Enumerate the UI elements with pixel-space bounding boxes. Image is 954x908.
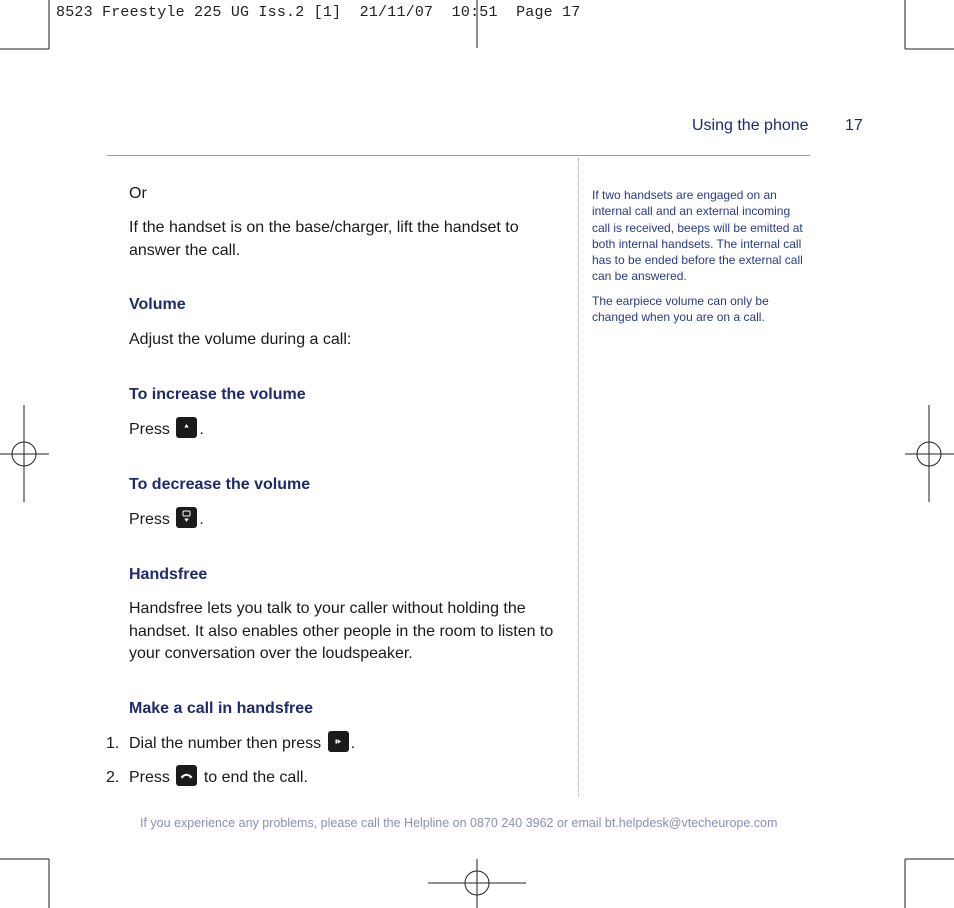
step-text-after: . [350, 735, 356, 752]
step-number: 2. [106, 769, 120, 786]
section-title: Using the phone [692, 117, 809, 134]
side-note-earpiece-volume: The earpiece volume can only be changed when you are on a call. [592, 294, 769, 325]
step-text: Press [129, 769, 170, 786]
up-arrow-key-icon [176, 417, 197, 438]
down-arrow-key-icon [176, 507, 197, 528]
column-divider [578, 158, 579, 796]
decrease-volume-instruction [129, 509, 204, 532]
step-number: 1. [106, 735, 120, 752]
side-note-internal-call: If two handsets are engaged on an internal call and an external incoming call is received, beeps will be emitted at both internal handsets. The internal call has to be ended before the external call can be answered. [592, 188, 803, 284]
step-text-after: to end the call. [203, 769, 308, 786]
increase-volume-instruction [129, 419, 204, 442]
volume-text: Adjust the volume during a call: [129, 331, 352, 348]
handsfree-key-icon [328, 731, 349, 752]
step-1 [129, 733, 355, 756]
period: . [199, 511, 204, 528]
handsfree-text: Handsfree lets you talk to your caller without holding the handset. It also enables other people in the room to listen to your conversation over the loudspeaker. [129, 600, 554, 662]
lift-handset-text: If the handset is on the base/charger, lift the handset to answer the call. [129, 219, 519, 259]
helpline-footer: If you experience any problems, please call the Helpline on 0870 240 3962 or email bt.helpdesk@vtecheurope.com [140, 816, 778, 830]
step-text: Dial the number then press [129, 735, 322, 752]
handsfree-heading: Handsfree [129, 566, 208, 583]
page-number: 17 [845, 117, 863, 134]
decrease-volume-heading: To decrease the volume [129, 476, 311, 493]
printer-header: 8523 Freestyle 225 UG Iss.2 [1] 21/11/07 10:51 Page 17 [56, 4, 581, 21]
period: . [199, 421, 204, 438]
header-divider [107, 155, 810, 156]
end-call-key-icon [176, 765, 197, 786]
make-call-handsfree-heading: Make a call in handsfree [129, 700, 314, 717]
increase-volume-heading: To increase the volume [129, 386, 306, 403]
or-text: Or [129, 185, 147, 202]
step-2 [129, 767, 308, 790]
press-label: Press [129, 421, 170, 438]
volume-heading: Volume [129, 296, 186, 313]
press-label: Press [129, 511, 170, 528]
